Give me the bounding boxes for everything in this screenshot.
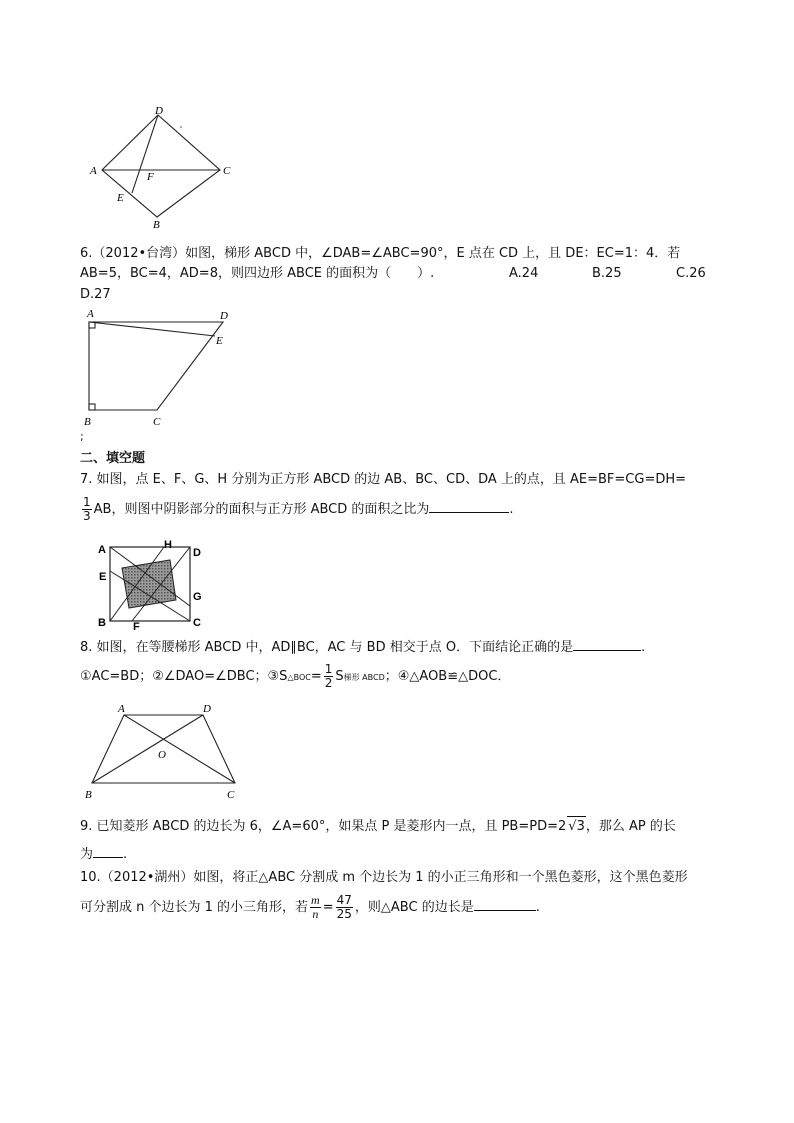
q6-option-a: A.24 bbox=[509, 266, 539, 281]
figure-q7-label-e: E bbox=[99, 571, 107, 583]
q6-line1: 6.（2012•台湾）如图，梯形 ABCD 中，∠DAB=∠ABC=90°，E 点在 CD 上，且 DE：EC=1：4．若 bbox=[80, 246, 681, 261]
figure-q7-label-g: G bbox=[193, 591, 202, 603]
q7-line2 bbox=[80, 495, 514, 525]
figure-q6-right-angle-b bbox=[89, 404, 95, 410]
q6-line2: AB=5，BC=4，AD=8，则四边形 ABCE 的面积为（ ）. bbox=[80, 266, 435, 281]
q10-answer-blank[interactable] bbox=[474, 898, 536, 911]
figure-q8-label-b: B bbox=[85, 789, 92, 801]
q10-line1: 10.（2012•湖州）如图，将正△ABC 分割成 m 个边长为 1 的小正三角形和一个黑色菱形，这个黑色菱形 bbox=[80, 870, 688, 885]
figure-q7-label-d: D bbox=[193, 547, 201, 559]
section-title: 二、填空题 bbox=[80, 451, 146, 466]
figure-q7-label-a: A bbox=[98, 544, 106, 556]
figure-q5 bbox=[85, 105, 235, 230]
figure-q5-label-c: C bbox=[223, 165, 231, 177]
figure-q5-label-a: A bbox=[90, 165, 97, 177]
q6-option-c: C.26 bbox=[676, 266, 706, 281]
figure-q8-label-d: D bbox=[203, 703, 211, 715]
q8-fraction: $\frac{1}{2}$ bbox=[324, 662, 333, 690]
q8-answer-blank[interactable] bbox=[573, 638, 641, 651]
q9-line2: 为 . bbox=[80, 847, 128, 862]
figure-q8 bbox=[80, 700, 250, 802]
figure-q8-label-o: O bbox=[158, 749, 166, 761]
figure-q8-diagonal-bd bbox=[92, 715, 203, 783]
figure-q6-label-c: C bbox=[153, 416, 161, 428]
figure-q5-label-e: E bbox=[117, 192, 124, 204]
figure-q8-label-c: C bbox=[227, 789, 235, 801]
q7-end: . bbox=[509, 502, 514, 517]
q9-line1: 9. 已知菱形 ABCD 的边长为 6，∠A=60°，如果点 P 是菱形内一点，且 PB=PD=2 √3，那么 AP 的长 bbox=[80, 816, 676, 837]
figure-q7-label-b: B bbox=[98, 617, 106, 629]
q7-answer-blank[interactable] bbox=[429, 500, 509, 513]
q10-fraction-mn: $\frac{m}{n}$ bbox=[311, 893, 320, 921]
q7-fraction: $\frac{1}{3}$ bbox=[83, 495, 91, 523]
q6-stray-semicolon: ; bbox=[80, 430, 84, 443]
figure-q7-label-f: F bbox=[133, 621, 140, 630]
figure-q5-label-f: F bbox=[147, 171, 154, 183]
figure-q6-label-e: E bbox=[216, 335, 223, 347]
figure-q5-segment-de bbox=[132, 115, 158, 193]
figure-q7-label-h: H bbox=[164, 539, 172, 551]
figure-q6-label-a: A bbox=[87, 308, 94, 320]
figure-q7-label-c: C bbox=[193, 617, 201, 629]
q10-fraction-value: $\frac{47}{25}$ bbox=[336, 893, 352, 921]
figure-q5-label-b: B bbox=[153, 219, 160, 230]
q7-line1: 7. 如图，点 E、F、G、H 分别为正方形 ABCD 的边 AB、BC、CD、DA 上的点，且 AE=BF=CG=DH= bbox=[80, 472, 687, 487]
q7-line2-text: AB，则图中阴影部分的面积与正方形 ABCD 的面积之比为 bbox=[93, 502, 430, 517]
figure-q6-label-d: D bbox=[220, 310, 228, 322]
q10-line2: 可分割成 n 个边长为 1 的小三角形，若 $\frac{m}{n}$ = $\frac{47}{25}$ ，则△ABC 的边长是 . bbox=[80, 893, 540, 921]
q6-option-d: D.27 bbox=[80, 287, 111, 302]
q9-sqrt: √3 bbox=[567, 816, 586, 837]
figure-q5-stray-dot bbox=[180, 126, 182, 128]
q8-line1: 8. 如图，在等腰梯形 ABCD 中，AD∥BC，AC 与 BD 相交于点 O．下面结论正确的是 . bbox=[80, 640, 646, 655]
figure-q8-label-a: A bbox=[118, 703, 125, 715]
figure-q5-label-d: D bbox=[155, 105, 163, 117]
figure-q8-diagonal-ac bbox=[124, 715, 235, 783]
figure-q7 bbox=[92, 538, 207, 630]
q8-line2: ①AC=BD；②∠DAO=∠DBC；③S△BOC= $\frac{1}{2}$ S梯形 ABCD；④△AOB≌△DOC． bbox=[80, 662, 511, 690]
q9-answer-blank[interactable] bbox=[93, 845, 123, 858]
figure-q6-label-b: B bbox=[84, 416, 91, 428]
q6-option-b: B.25 bbox=[592, 266, 622, 281]
figure-q6-segment-ae bbox=[89, 322, 215, 336]
figure-q6 bbox=[80, 305, 240, 430]
